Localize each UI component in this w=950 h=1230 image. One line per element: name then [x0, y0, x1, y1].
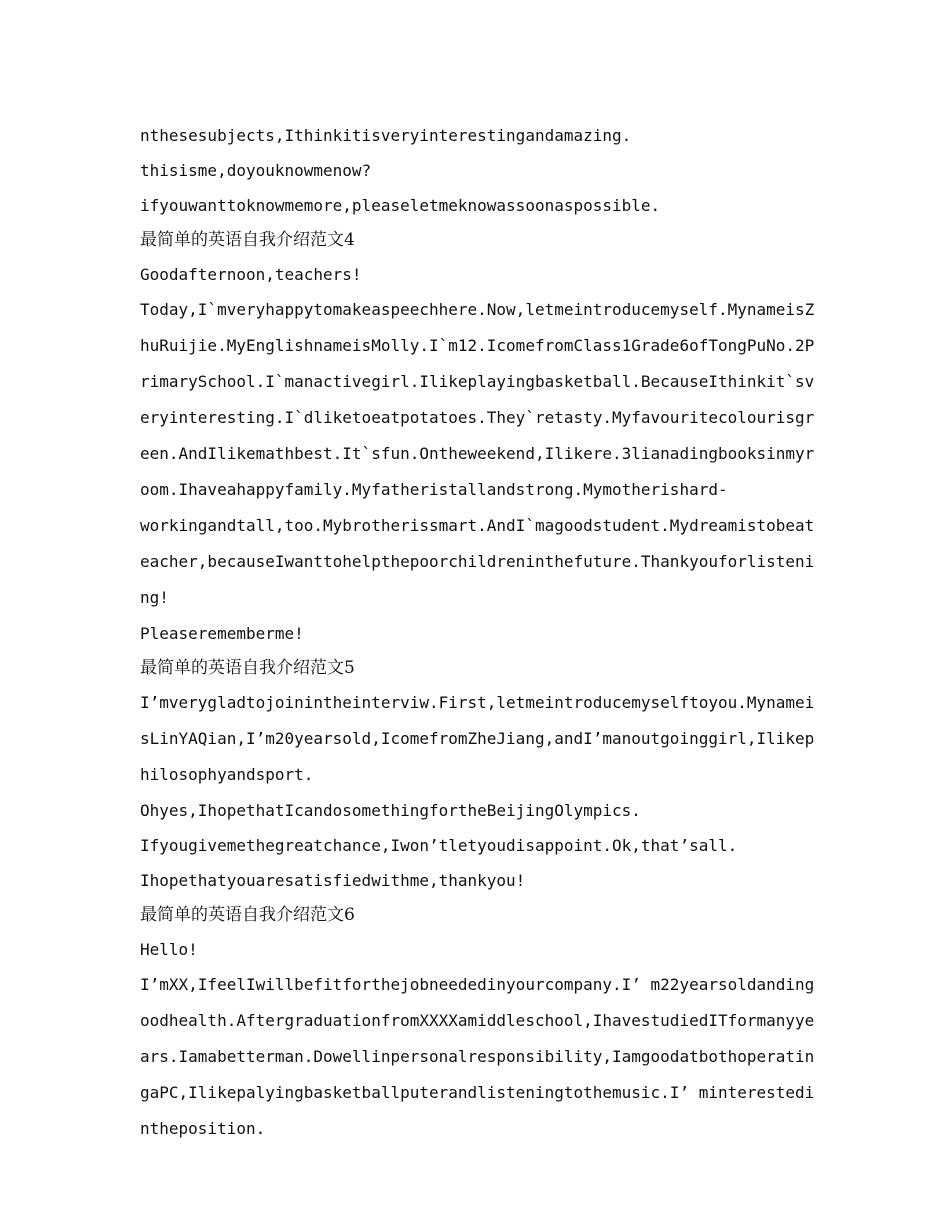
document-body: [140, 118, 815, 1147]
paragraph: Ihopethatyouaresatisfiedwithme,thankyou!: [140, 871, 526, 890]
section-heading: 最简单的英语自我介绍范文5: [140, 658, 355, 678]
paragraph: I’mXX,IfeelIwillbefitforthejobneededinyourcompany.I’ m22yearsoldandingoodhealth.AftergraduationfromXXXXamiddleschool,IhavestudiedITformanyyears.Iamabetterman.Dowellinpersonalresponsibility,IamgoodatbothoperatingaPC,Ilikepalyingbasketballputerandlisteningtothemusic.I’ minterestedintheposition.: [140, 975, 815, 1138]
paragraph: nthesesubjects,Ithinkitisveryinterestingandamazing.: [140, 126, 632, 145]
paragraph: Hello!: [140, 940, 198, 959]
paragraph: Ohyes,IhopethatIcandosomethingfortheBeijingOlympics.: [140, 801, 641, 820]
paragraph: thisisme,doyouknowmenow?: [140, 161, 372, 180]
paragraph: I’mverygladtojoinintheinterviw.First,letmeintroducemyselftoyou.MynameisLinYAQian,I’m20yearsold,IcomefromZheJiang,andI’manoutgoinggirl,Ilikephilosophyandsport.: [140, 693, 815, 784]
paragraph: workingandtall,too.Mybrotherissmart.AndI`magoodstudent.Mydreamistobeateacher,becauseIwanttohelpthepoorchildreninthefuture.Thankyouforlistening!: [140, 516, 815, 607]
paragraph: Today,I`mveryhappytomakeaspeechhere.Now,letmeintroducemyself.MynameisZhuRuijie.MyEnglishnameisMolly.I`m12.IcomefromClass1Grade6ofTongPuNo.2PrimarySchool.I`manactivegirl.Ilikeplayingbasketball.BecauseIthinkit`sveryinteresting.I`dliketoeatpotatoes.They`retasty.Myfavouritecolourisgreen.AndIlikemathbest.It`sfun.Ontheweekend,Ilikere.3lianadingbooksinmyroom.Ihaveahappyfamily.Myfatheristallandstrong.Mymotherishard-: [140, 300, 815, 499]
section-heading: 最简单的英语自我介绍范文4: [140, 230, 355, 250]
paragraph: Ifyougivemethegreatchance,Iwon’tletyoudisappoint.Ok,that’sall.: [140, 836, 738, 855]
section-heading: 最简单的英语自我介绍范文6: [140, 905, 355, 925]
paragraph: ifyouwanttoknowmemore,pleaseletmeknowassoonaspossible.: [140, 196, 661, 215]
paragraph: Pleaserememberme!: [140, 624, 304, 643]
paragraph: Goodafternoon,teachers!: [140, 265, 362, 284]
